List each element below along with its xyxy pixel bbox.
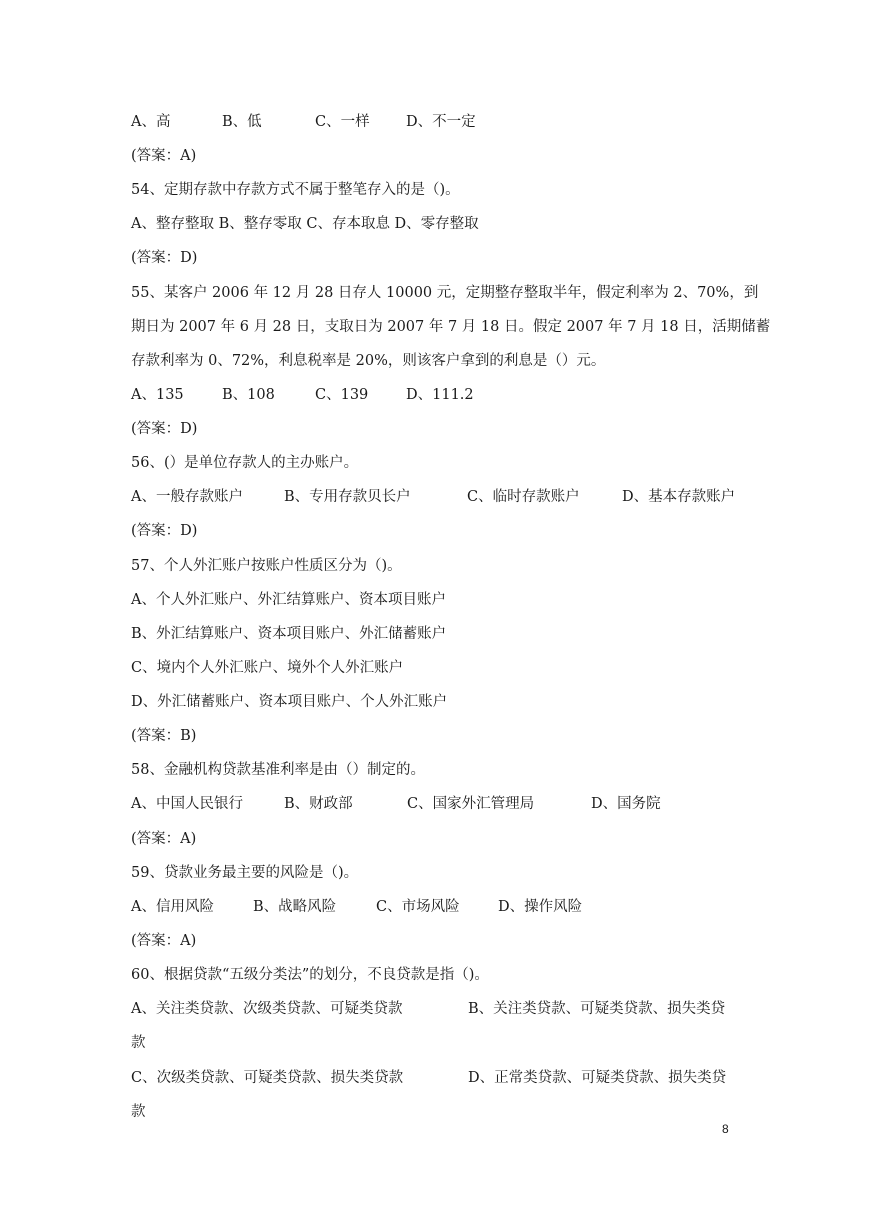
q53-option-b: B、低	[222, 114, 262, 130]
q55-question-line: 存款利率为 0、72%，利息税率是 20%，则该客户拿到的利息是（）元。	[131, 353, 606, 369]
q58-option-a: A、中国人民银行	[131, 796, 243, 812]
q57-option-d: D、外汇储蓄账户、资本项目账户、个人外汇账户	[131, 694, 448, 710]
q59-option-b: B、战略风险	[253, 899, 337, 915]
q58-option-c: C、国家外汇管理局	[407, 796, 535, 812]
q55-option-b: B、108	[222, 387, 275, 403]
q60-option-d: D、正常类贷款、可疑类贷款、损失类贷	[468, 1070, 727, 1086]
q56-option-b: B、专用存款贝长户	[284, 489, 411, 505]
q54-answer: (答案：D)	[131, 250, 198, 266]
q55-answer: (答案：D)	[131, 421, 198, 437]
q54-question: 54、定期存款中存款方式不属于整笔存入的是（)。	[131, 182, 460, 198]
q55-question-line: 期日为 2007 年 6 月 28 日，支取日为 2007 年 7 月 18 日。假定 2007 年 7 月 18 日，活期储蓄	[131, 319, 771, 335]
q55-option-d: D、111.2	[406, 387, 474, 403]
q55-option-c: C、139	[315, 387, 369, 403]
q55-question-line: 55、某客户 2006 年 12 月 28 日存人 10000 元，定期整存整取半年，假定利率为 2、70%，到	[131, 285, 759, 301]
page-number: 8	[722, 1122, 729, 1136]
q58-answer: (答案：A)	[131, 831, 197, 847]
q53-option-a: A、高	[131, 114, 171, 130]
q59-answer: (答案：A)	[131, 933, 197, 949]
q57-question: 57、个人外汇账户按账户性质区分为（)。	[131, 558, 402, 574]
q56-question: 56、(）是单位存款人的主办账户。	[131, 455, 359, 471]
q60-option-a: A、关注类贷款、次级类贷款、可疑类贷款	[131, 1001, 403, 1017]
q53-option-c: C、一样	[315, 114, 370, 130]
q56-option-c: C、临时存款账户	[467, 489, 580, 505]
q60-option-d-wrap: 款	[131, 1104, 146, 1120]
q59-option-d: D、操作风险	[498, 899, 583, 915]
q53-option-d: D、不一定	[406, 114, 476, 130]
q58-question: 58、金融机构贷款基准利率是由（）制定的。	[131, 762, 425, 778]
q60-option-c: C、次级类贷款、可疑类贷款、损失类贷款	[131, 1070, 404, 1086]
q55-option-a: A、135	[131, 387, 184, 403]
q59-option-c: C、市场风险	[376, 899, 460, 915]
q60-option-b: B、关注类贷款、可疑类贷款、损失类贷	[468, 1001, 726, 1017]
q56-answer: (答案：D)	[131, 523, 198, 539]
q58-option-b: B、财政部	[284, 796, 353, 812]
q59-option-a: A、信用风险	[131, 899, 214, 915]
q60-option-b-wrap: 款	[131, 1035, 146, 1051]
q53-answer: (答案：A)	[131, 148, 197, 164]
q56-option-d: D、基本存款账户	[622, 489, 736, 505]
q57-option-c: C、境内个人外汇账户、境外个人外汇账户	[131, 660, 404, 676]
q57-option-a: A、个人外汇账户、外汇结算账户、资本项目账户	[131, 592, 446, 608]
q57-option-b: B、外汇结算账户、资本项目账户、外汇储蓄账户	[131, 626, 447, 642]
q56-option-a: A、一般存款账户	[131, 489, 243, 505]
q60-question: 60、根据贷款“五级分类法”的划分，不良贷款是指（)。	[131, 967, 489, 983]
q57-answer: (答案：B)	[131, 728, 197, 744]
q58-option-d: D、国务院	[591, 796, 661, 812]
q59-question: 59、贷款业务最主要的风险是（)。	[131, 865, 359, 881]
q54-options: A、整存整取 B、整存零取 C、存本取息 D、零存整取	[131, 216, 479, 232]
